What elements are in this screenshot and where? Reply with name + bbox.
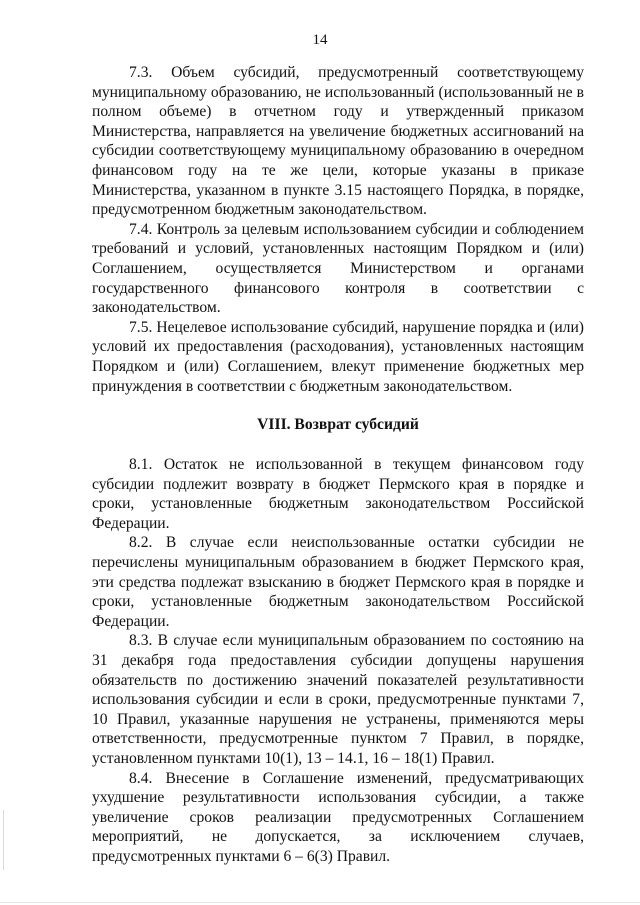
paragraph-8-4: 8.4. Внесение в Соглашение изменений, предусматривающих ухудшение результативности использования субсидии, а также увеличение сроков реализации предусмотренных Соглашением мероприятий, не допускается, за исключением случаев, предусмотренных пунктами 6 – 6(3) Правил. (92, 769, 584, 865)
page-number: 14 (312, 32, 328, 48)
scan-edge-left (3, 810, 4, 870)
paragraph-7-4: 7.4. Контроль за целевым использованием субсидии и соблюдением требований и условий, установленных настоящим Порядком и (или) Соглашением, осуществляется Министерством и органами государственного финансового контроля в соответствии с законодательством. (92, 220, 584, 317)
paragraph-8-1: 8.1. Остаток не использованной в текущем финансовом году субсидии подлежит возврату в бюджет Пермского края в порядке и сроки, установленные бюджетным законодательством Российской Федерации. (92, 456, 584, 532)
paragraph-7-5: 7.5. Нецелевое использование субсидий, нарушение порядка и (или) условий их предоставления (расходования), установленных настоящим Порядком и (или) Соглашением, влекут применение бюджетных мер принуждения в соответствии с бюджетным законодательством. (92, 318, 584, 395)
paragraph-7-3: 7.3. Объем субсидий, предусмотренный соответствующему муниципальному образованию, не использованный (использованный не в полном объеме) в отчетном году и утвержденный приказом Министерства, направляется на увеличение бюджетных ассигнований на субсидии соответствующему муниципальному образованию в очередном финансовом году на те же цели, которые указаны в приказе Министерства, указанном в пункте 3.15 настоящего Порядка, в порядке, предусмотренном бюджетным законодательством. (92, 64, 584, 219)
scan-edge-bottom (0, 902, 640, 903)
paragraph-8-3: 8.3. В случае если муниципальным образованием по состоянию на 31 декабря года предоставления субсидии допущены нарушения обязательств по достижению значений показателей результативности использования субсидии и если в сроки, предусмотренные пунктами 7, 10 Правил, указанные нарушения не устранены, применяются меры ответственности, предусмотренные пунктом 7 Правил, в порядке, установленном пунктами 10(1), 13 – 14.1, 16 – 18(1) Правил. (92, 632, 584, 767)
document-body (92, 63, 584, 867)
paragraph-8-2: 8.2. В случае если неиспользованные остатки субсидии не перечислены муниципальным образованием в бюджет Пермского края, эти средства подлежат взысканию в бюджет Пермского края в порядке и сроки, установленные бюджетным законодательством Российской Федерации. (92, 534, 584, 630)
section-heading: VIII. Возврат субсидий (257, 416, 419, 434)
